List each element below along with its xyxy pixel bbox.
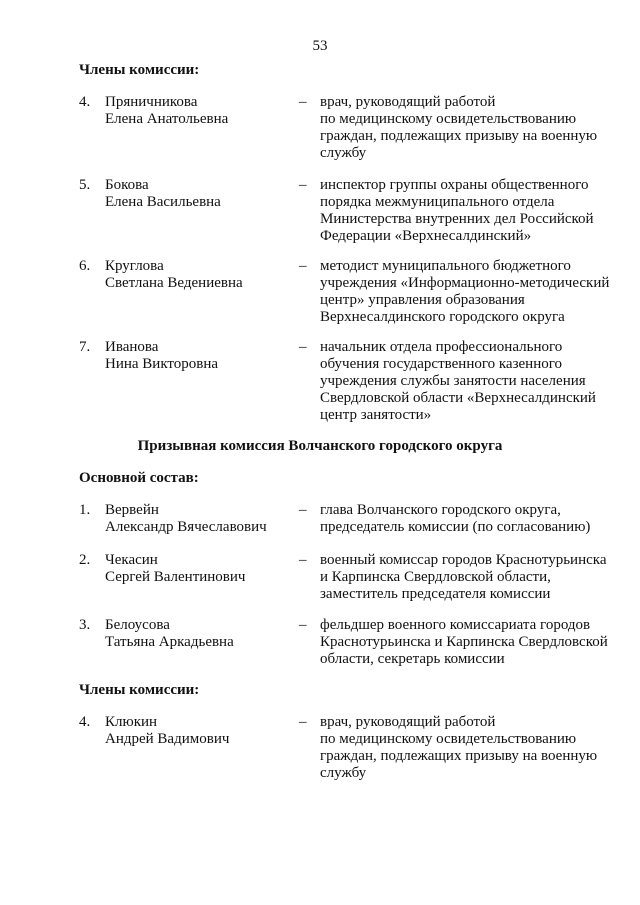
dash-separator: –: [299, 617, 307, 633]
member-position: инспектор группы охраны общественного порядка межмуниципального отдела Министерства внутренних дел Российской Федерации «Верхнесалдинский»: [320, 177, 594, 244]
commission-title: Призывная комиссия Волчанского городского округа: [137, 438, 503, 454]
dash-separator: –: [299, 552, 307, 568]
entry-number: 1.: [79, 502, 91, 518]
entry-number: 2.: [79, 552, 91, 568]
dash-separator: –: [299, 94, 307, 110]
member-name: Круглова Светлана Ведениевна: [105, 258, 243, 291]
member-name: Иванова Нина Викторовна: [105, 339, 219, 372]
dash-separator: –: [299, 339, 307, 355]
members-heading: Члены комиссии:: [79, 682, 200, 698]
members-heading: Члены комиссии:: [79, 62, 200, 78]
dash-separator: –: [299, 177, 307, 193]
member-position: начальник отдела профессионального обучения государственного казенного учреждения службы занятости населения Свердловской области «Верхнесалдинский центр занятости»: [320, 339, 596, 423]
entry-number: 3.: [79, 617, 91, 633]
entry-number: 5.: [79, 177, 91, 193]
member-name: Клюкин Андрей Вадимович: [105, 714, 230, 747]
member-position: врач, руководящий работой по медицинскому освидетельствованию граждан, подлежащих призыву на военную службу: [320, 94, 598, 161]
member-position: врач, руководящий работой по медицинскому освидетельствованию граждан, подлежащих призыву на военную службу: [320, 714, 598, 781]
dash-separator: –: [299, 502, 307, 518]
dash-separator: –: [299, 258, 307, 274]
page-number: 53: [312, 38, 328, 54]
entry-number: 4.: [79, 94, 91, 110]
member-name: Бокова Елена Васильевна: [105, 177, 221, 210]
member-position: фельдшер военного комиссариата городов Краснотурьинска и Карпинска Свердловской области, секретарь комиссии: [320, 617, 608, 667]
member-position: военный комиссар городов Краснотурьинска и Карпинска Свердловской области, заместитель председателя комиссии: [320, 552, 607, 602]
entry-number: 6.: [79, 258, 91, 274]
member-name: Пряничникова Елена Анатольевна: [105, 94, 229, 127]
member-position: глава Волчанского городского округа, председатель комиссии (по согласованию): [320, 502, 591, 535]
member-name: Вервейн Александр Вячеславович: [105, 502, 267, 535]
entry-number: 4.: [79, 714, 91, 730]
dash-separator: –: [299, 714, 307, 730]
member-name: Чекасин Сергей Валентинович: [105, 552, 246, 585]
member-position: методист муниципального бюджетного учреждения «Информационно-методический центр» управления образования Верхнесалдинского городского округа: [320, 258, 610, 325]
member-name: Белоусова Татьяна Аркадьевна: [105, 617, 234, 650]
main-composition-heading: Основной состав:: [79, 470, 199, 486]
entry-number: 7.: [79, 339, 91, 355]
